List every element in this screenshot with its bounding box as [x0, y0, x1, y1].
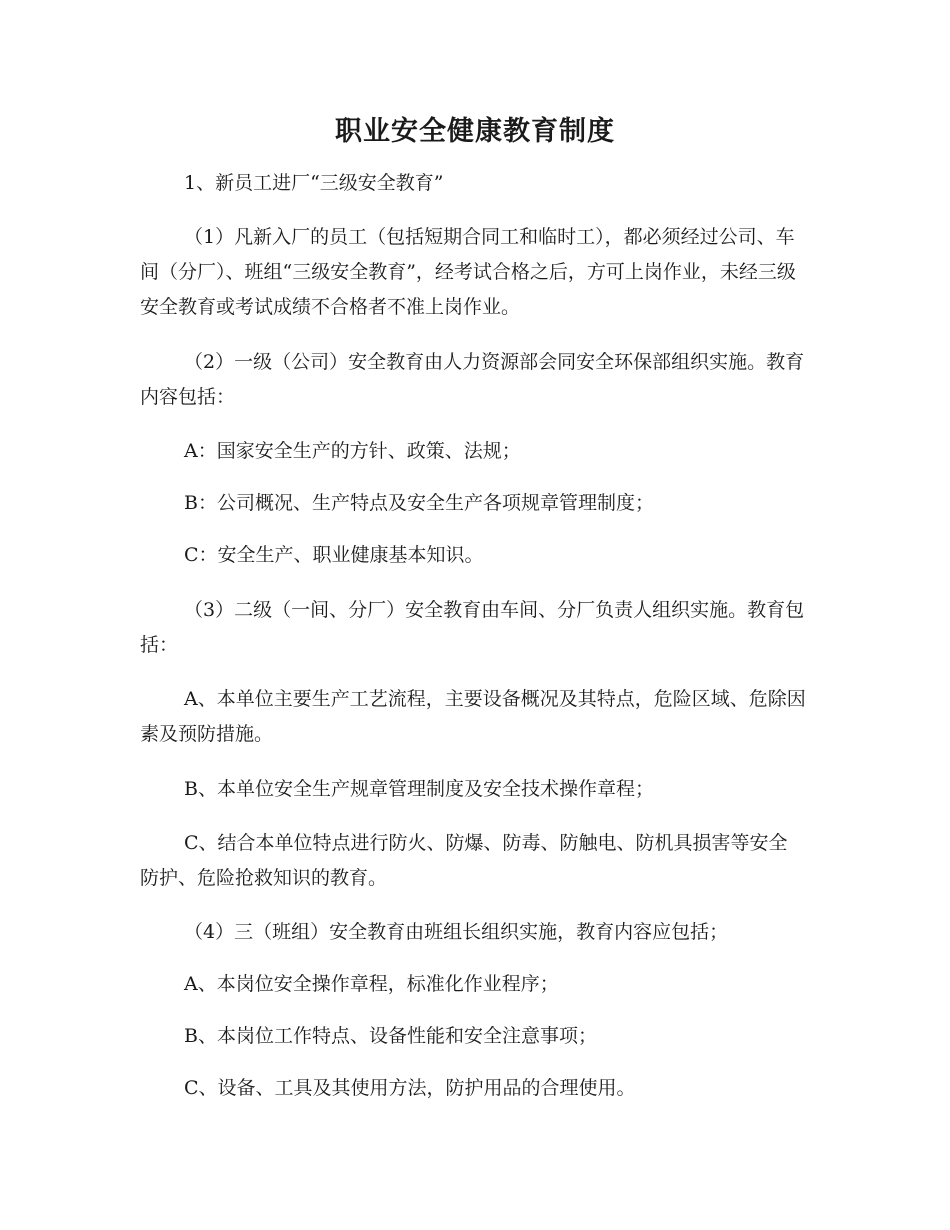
paragraph-item-3-a: A、本单位主要生产工艺流程，主要设备概况及其特点，危险区域、危除因素及预防措施。	[140, 688, 806, 745]
paragraph-item-4-c: C、设备、工具及其使用方法，防护用品的合理使用。	[184, 1077, 636, 1099]
paragraph-item-2-c: C：安全生产、职业健康基本知识。	[184, 544, 484, 566]
paragraph-item-3: （3）二级（一间、分厂）安全教育由车间、分厂负责人组织实施。教育包括：	[140, 599, 805, 656]
paragraph-item-1: （1）凡新入厂的员工（包括短期合同工和临时工），都必须经过公司、车间（分厂）、班组“三级安全教育”，经考试合格之后，方可上岗作业，未经三级安全教育或考试成绩不合格者不准上岗作业。	[140, 226, 796, 318]
paragraph-item-2-a: A：国家安全生产的方针、政策、法规；	[184, 440, 521, 462]
paragraph-item-4-a: A、本岗位安全操作章程，标准化作业程序；	[184, 973, 559, 995]
paragraph-item-2: （2）一级（公司）安全教育由人力资源部会同安全环保部组织实施。教育内容包括：	[140, 351, 805, 408]
paragraph-section-1-heading: 1、新员工进厂“三级安全教育”	[184, 172, 444, 194]
paragraph-item-4: （4）三（班组）安全教育由班组长组织实施，教育内容应包括；	[184, 921, 729, 943]
paragraph-item-3-c: C、结合本单位特点进行防火、防爆、防毒、防触电、防机具损害等安全防护、危险抢救知识的教育。	[140, 832, 788, 889]
paragraph-item-2-b: B：公司概况、生产特点及安全生产各项规章管理制度；	[184, 492, 654, 514]
paragraph-item-3-b: B、本单位安全生产规章管理制度及安全技术操作章程；	[184, 778, 654, 800]
paragraph-item-4-b: B、本岗位工作特点、设备性能和安全注意事项；	[184, 1025, 597, 1047]
document-title: 职业安全健康教育制度	[335, 116, 615, 147]
